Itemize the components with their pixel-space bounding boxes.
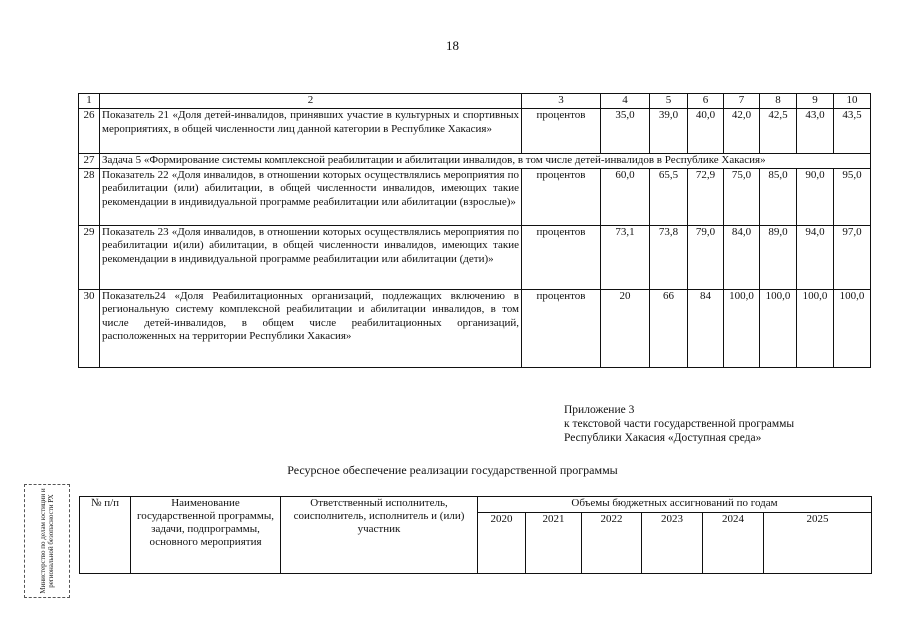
value-cell: 20	[601, 289, 650, 367]
year-header: 2021	[526, 513, 582, 574]
table-header-row	[79, 94, 871, 109]
indicator-description: Показатель 22 «Доля инвалидов, в отношении которых осуществлялись мероприятия по реабилитации (или) абилитации, в общей численности инвалидов, имеющих такие рекомендации в индивидуальной программе реабилитации или абилитации (взрослые)»	[100, 168, 522, 225]
value-cell: 100,0	[760, 289, 797, 367]
header-cell: 2	[100, 94, 522, 109]
appendix-line: Приложение 3	[564, 404, 635, 416]
row-number: 30	[79, 289, 100, 367]
value-cell: 100,0	[797, 289, 834, 367]
unit-cell: процентов	[522, 289, 601, 367]
value-cell: 89,0	[760, 225, 797, 289]
value-cell: 66	[650, 289, 688, 367]
col-number-header: № п/п	[80, 497, 131, 574]
header-cell: 8	[760, 94, 797, 109]
indicator-description: Показатель 21 «Доля детей-инвалидов, принявших участие в культурных и спортивных мероприятиях, в общей численности лиц данной категории в Республике Хакасия»	[100, 109, 522, 154]
header-cell: 7	[724, 94, 760, 109]
year-header: 2020	[478, 513, 526, 574]
value-cell: 40,0	[688, 109, 724, 154]
col-budget-header: Объемы бюджетных ассигнований по годам	[478, 497, 872, 513]
row-number: 26	[79, 109, 100, 154]
indicator-description: Показатель24 «Доля Реабилитационных организаций, подлежащих включению в региональную систему комплексной реабилитации и абилитации инвалидов, в том числе детей-инвалидов, в общем числе реабилитационных организаций, расположенных на территории Республики Хакасия»	[100, 289, 522, 367]
indicator-description: Показатель 23 «Доля инвалидов, в отношении которых осуществлялись мероприятия по реабилитации и(или) абилитации, в общей численности инвалидов, имеющих такие рекомендации в индивидуальной программе реабилитации или абилитации (дети)»	[100, 225, 522, 289]
value-cell: 72,9	[688, 168, 724, 225]
col-responsible-header: Ответственный исполнитель, соисполнитель, исполнитель и (или) участник	[281, 497, 478, 574]
value-cell: 73,8	[650, 225, 688, 289]
row-number: 27	[79, 154, 100, 169]
value-cell: 43,0	[797, 109, 834, 154]
header-cell: 1	[79, 94, 100, 109]
section-title: Ресурсное обеспечение реализации государственной программы	[287, 463, 618, 477]
table-row	[79, 168, 871, 225]
task-heading: Задача 5 «Формирование системы комплексной реабилитации и абилитации инвалидов, в том числе детей-инвалидов в Республике Хакасия»	[100, 154, 871, 169]
col-name-header: Наименование государственной программы, задачи, подпрограммы, основного мероприятия	[131, 497, 281, 574]
year-header: 2025	[764, 513, 872, 574]
value-cell: 42,0	[724, 109, 760, 154]
value-cell: 60,0	[601, 168, 650, 225]
table-header-row	[80, 497, 872, 513]
header-cell: 6	[688, 94, 724, 109]
appendix-line: Республики Хакасия «Доступная среда»	[564, 432, 762, 444]
value-cell: 90,0	[797, 168, 834, 225]
value-cell: 43,5	[834, 109, 871, 154]
year-header: 2024	[703, 513, 764, 574]
header-cell: 4	[601, 94, 650, 109]
row-number: 28	[79, 168, 100, 225]
value-cell: 73,1	[601, 225, 650, 289]
header-cell: 5	[650, 94, 688, 109]
value-cell: 85,0	[760, 168, 797, 225]
indicators-table	[78, 93, 871, 368]
header-cell: 3	[522, 94, 601, 109]
page-number: 18	[446, 38, 459, 53]
value-cell: 84,0	[724, 225, 760, 289]
value-cell: 75,0	[724, 168, 760, 225]
table-row	[79, 154, 871, 169]
value-cell: 79,0	[688, 225, 724, 289]
header-cell: 10	[834, 94, 871, 109]
table-row	[79, 109, 871, 154]
resource-table	[79, 496, 872, 574]
value-cell: 35,0	[601, 109, 650, 154]
value-cell: 100,0	[724, 289, 760, 367]
value-cell: 42,5	[760, 109, 797, 154]
unit-cell: процентов	[522, 225, 601, 289]
value-cell: 95,0	[834, 168, 871, 225]
row-number: 29	[79, 225, 100, 289]
appendix-line: к текстовой части государственной программы	[564, 418, 795, 430]
stamp-text: Министерство по делам юстиции и региональной безопасности РХ	[39, 488, 55, 594]
registration-stamp	[24, 484, 70, 598]
appendix-note	[564, 403, 794, 445]
value-cell: 65,5	[650, 168, 688, 225]
year-header: 2022	[582, 513, 642, 574]
table-row	[79, 289, 871, 367]
value-cell: 84	[688, 289, 724, 367]
unit-cell: процентов	[522, 109, 601, 154]
value-cell: 39,0	[650, 109, 688, 154]
table-row	[79, 225, 871, 289]
value-cell: 94,0	[797, 225, 834, 289]
year-header: 2023	[642, 513, 703, 574]
value-cell: 97,0	[834, 225, 871, 289]
header-cell: 9	[797, 94, 834, 109]
value-cell: 100,0	[834, 289, 871, 367]
unit-cell: процентов	[522, 168, 601, 225]
